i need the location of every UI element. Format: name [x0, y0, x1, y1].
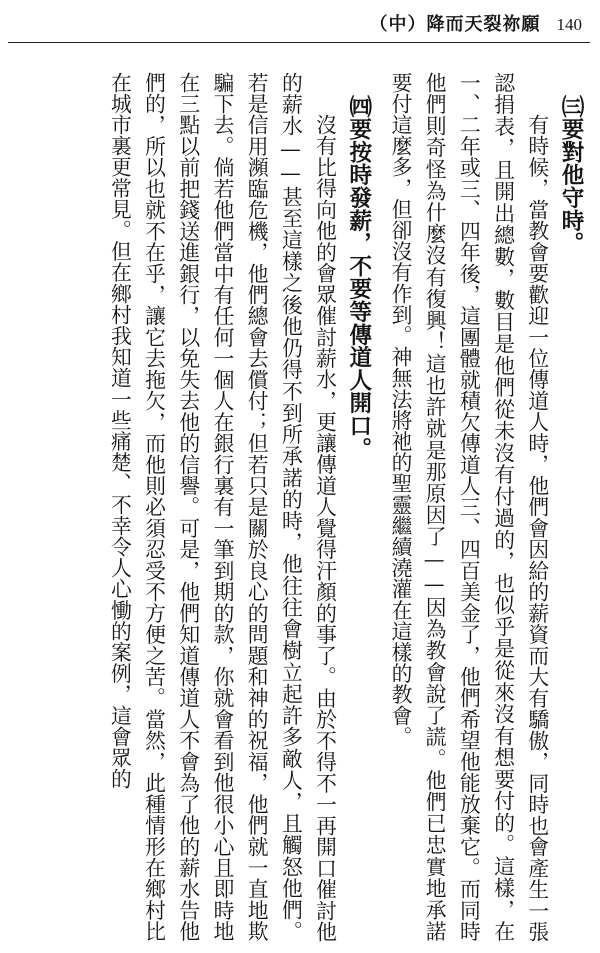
paragraph-section-4: 沒有比得向他的會眾催討薪水，更讓傳道人覺得汗顏的事了。由於不得不一再開口催討他的薪水——甚至這樣之後他仍得不到所承諾的時，他往往會樹立起許多敵人，且觸怒他們。若是信用瀕臨危機，他們總會去償付；但若只是關於良心的問題和神的祝福，他們就一直地欺騙下去。倘若他們當中有任何一個人在銀行裏有一筆到期的款，你就會看到他很小心且即時地在三點以前把錢送進銀行，以免失去他的信譽。可是，他們知道傳道人不會為了他的薪水告他們的，所以也就不在乎，讓它去拖欠，而他則必須忍受不方便之苦。當然，此種情形在鄉村比在城市裏更常見。但在鄉村我知道一些痛楚、不幸令人心慟的案例，這會眾的 — [107, 72, 337, 942]
section-heading-4: ㈣要按時發薪，不要等傳道人開口。 — [345, 94, 372, 460]
page-text-body — [10, 72, 588, 942]
paragraph-section-3: 有時候，當教會要歡迎一位傳道人時，他們會因給的薪資而大有驕傲，同時也會產生一張認捐表，且開出總數，數目是他們從未沒有付過的，也似乎是從來沒有想要付的。這樣，在一、二年或三、四年後，這團體就積欠傳道人三、四百美金了，他們希望他能放棄它。而同時他們則奇怪為什麼沒有復興！這也許就是那原因了——因為教會說了謊。他們已忠實地承諾要付這麼多，但卻沒有作到。神無法將祂的聖靈繼續澆灌在這樣的教會。 — [387, 72, 549, 942]
header-rule — [8, 42, 590, 43]
page-number: 140 — [556, 15, 582, 34]
running-head — [370, 10, 583, 36]
running-title: （中）降而天裂祢願 — [369, 14, 541, 35]
section-heading-3: ㈢要對他守時。 — [558, 94, 584, 255]
